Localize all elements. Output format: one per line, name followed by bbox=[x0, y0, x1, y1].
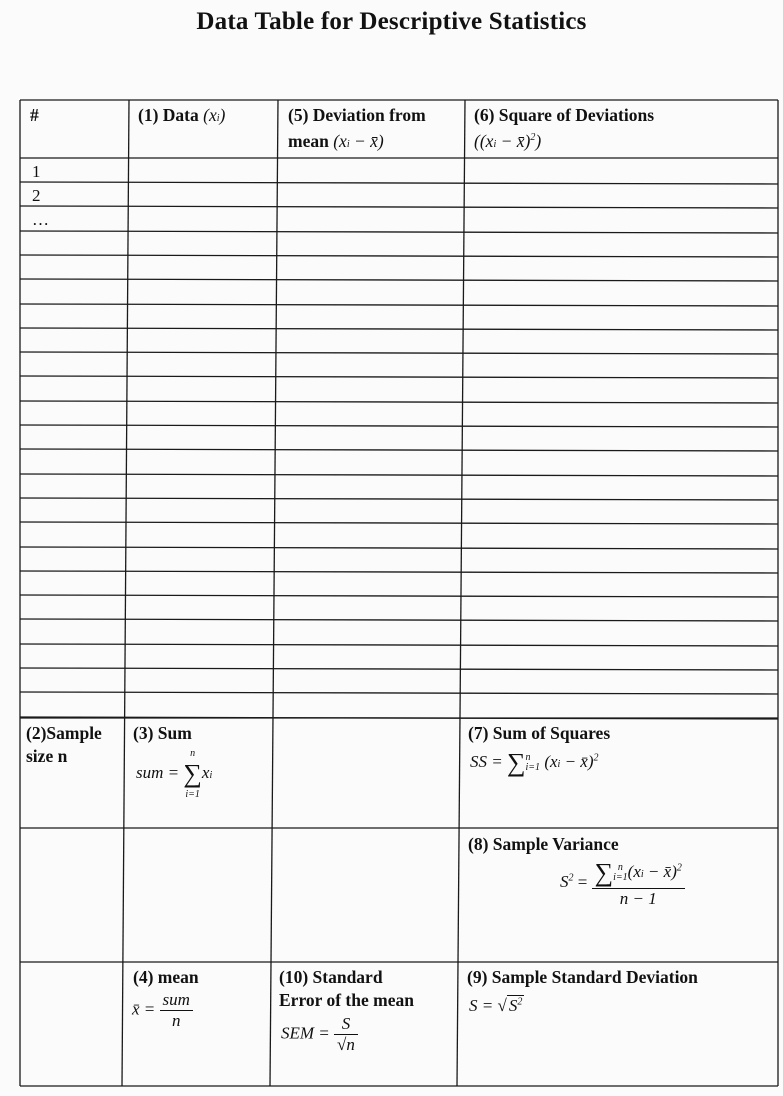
row-line bbox=[20, 644, 778, 646]
sample-variance-formula: $S^2$ = ∑ n i=1 (xi − x̄)$^2$ n − 1 bbox=[560, 858, 685, 909]
row-line bbox=[20, 182, 778, 184]
row-line bbox=[20, 619, 778, 621]
row-line bbox=[20, 522, 778, 524]
header-deviation: (5) Deviation from mean (xi − x̄) bbox=[288, 105, 426, 151]
mean-label: (4) mean bbox=[133, 967, 199, 987]
row-line bbox=[20, 595, 778, 597]
row-line bbox=[20, 547, 778, 549]
row-line bbox=[20, 206, 778, 208]
row-line bbox=[20, 425, 778, 427]
column-line-1 bbox=[122, 100, 129, 1086]
sum-of-squares-label: (7) Sum of Squares bbox=[468, 723, 611, 743]
column-line-3 bbox=[457, 100, 465, 1086]
row-line bbox=[20, 401, 778, 403]
mean-formula: x̄ = $\frac{\text{sum}}{n}$ bbox=[132, 990, 193, 1031]
row-line bbox=[20, 328, 778, 330]
row-line bbox=[20, 498, 778, 500]
row-number-ellipsis: … bbox=[32, 210, 49, 229]
header-square-deviations: (6) Square of Deviations ((xi − x̄)$^2$) bbox=[474, 105, 655, 151]
row-line bbox=[20, 474, 778, 476]
sem-label: (10) Standard Error of the mean bbox=[279, 967, 414, 1010]
sem-formula: SEM = $\frac{S}{√n}$ bbox=[281, 1014, 358, 1055]
row-number-1: 1 bbox=[32, 162, 41, 181]
row-number-2: 2 bbox=[32, 186, 41, 205]
row-line bbox=[20, 255, 778, 257]
row-line bbox=[20, 304, 778, 306]
row-line bbox=[20, 668, 778, 670]
row-line bbox=[20, 352, 778, 354]
row-line bbox=[20, 571, 778, 573]
std-dev-label: (9) Sample Standard Deviation bbox=[467, 967, 698, 987]
header-index: # bbox=[30, 105, 39, 125]
page-title: Data Table for Descriptive Statistics bbox=[196, 8, 587, 35]
row-line bbox=[20, 449, 778, 451]
sum-of-squares-formula: SS = ∑ n i=1 (xi − x̄)$^2$ bbox=[470, 748, 599, 777]
row-line bbox=[20, 231, 778, 233]
sum-label: (3) Sum bbox=[133, 723, 192, 743]
sample-variance-label: (8) Sample Variance bbox=[468, 834, 619, 854]
column-line-2 bbox=[270, 100, 278, 1086]
row-line bbox=[20, 692, 778, 694]
sample-size-label: (2)Sample size n bbox=[26, 723, 102, 766]
row-line bbox=[20, 376, 778, 378]
header-data: (1) Data (xi) bbox=[138, 105, 226, 125]
row-line bbox=[20, 279, 778, 281]
std-dev-formula: S = √ $S^2$ bbox=[469, 996, 523, 1015]
sum-formula: sum = n ∑ i=1 xi bbox=[136, 748, 213, 800]
